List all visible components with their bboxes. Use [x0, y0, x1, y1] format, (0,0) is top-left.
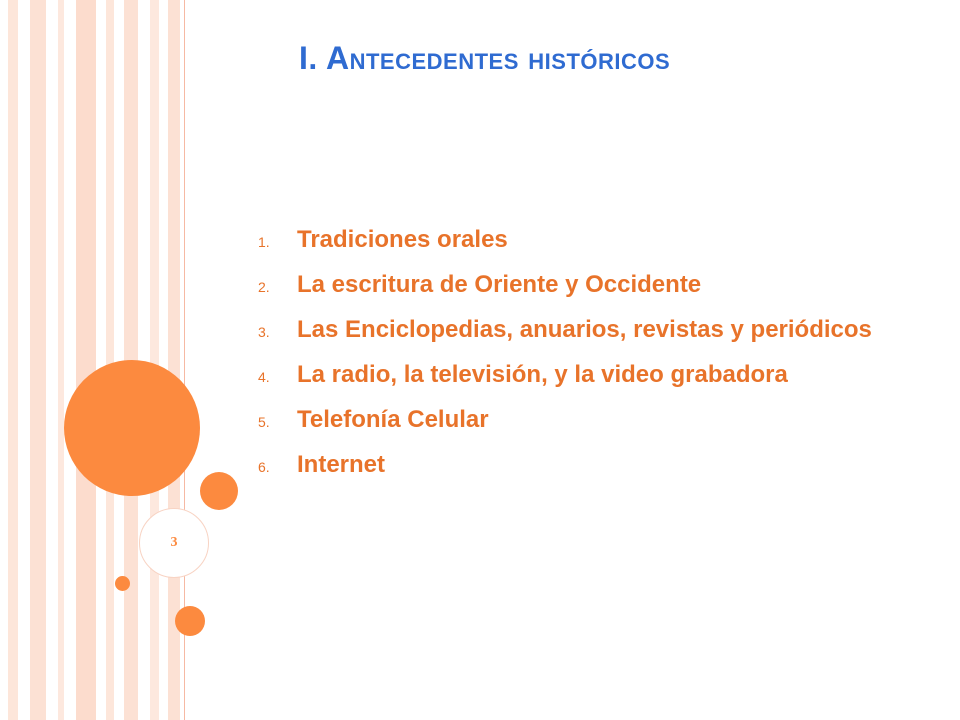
stripe [76, 0, 96, 720]
numbered-list [258, 223, 898, 493]
list-item-number: 2. [258, 279, 270, 295]
list-item-text: Las Enciclopedias, anuarios, revistas y periódicos [297, 316, 872, 343]
list-item [258, 313, 898, 347]
list-item-number: 5. [258, 414, 270, 430]
list-item-number: 4. [258, 369, 270, 385]
list-item-number: 1. [258, 234, 270, 250]
page-number-badge [139, 508, 209, 578]
decorative-stripes [0, 0, 183, 720]
list-item-text: La radio, la televisión, y la video grabadora [297, 361, 788, 388]
medium-decorative-circle [200, 472, 238, 510]
small-decorative-circle [115, 576, 130, 591]
page-number: 3 [170, 535, 178, 550]
list-item [258, 448, 898, 482]
list-item [258, 358, 898, 392]
list-item-text: La escritura de Oriente y Occidente [297, 271, 702, 298]
list-item-text: Internet [297, 451, 386, 478]
list-item [258, 223, 898, 257]
list-item [258, 403, 898, 437]
large-decorative-circle [64, 360, 200, 496]
stripe [58, 0, 64, 720]
list-item-number: 6. [258, 459, 270, 475]
slide-title: I. Antecedentes históricos [299, 40, 671, 76]
list-item-number: 3. [258, 324, 270, 340]
list-item-text: Telefonía Celular [297, 406, 489, 433]
medium-decorative-circle-bottom [175, 606, 205, 636]
list-item [258, 268, 898, 302]
stripe [106, 0, 114, 720]
stripe [8, 0, 18, 720]
list-item-text: Tradiciones orales [297, 226, 508, 253]
stripe [30, 0, 46, 720]
stripe [150, 0, 159, 720]
